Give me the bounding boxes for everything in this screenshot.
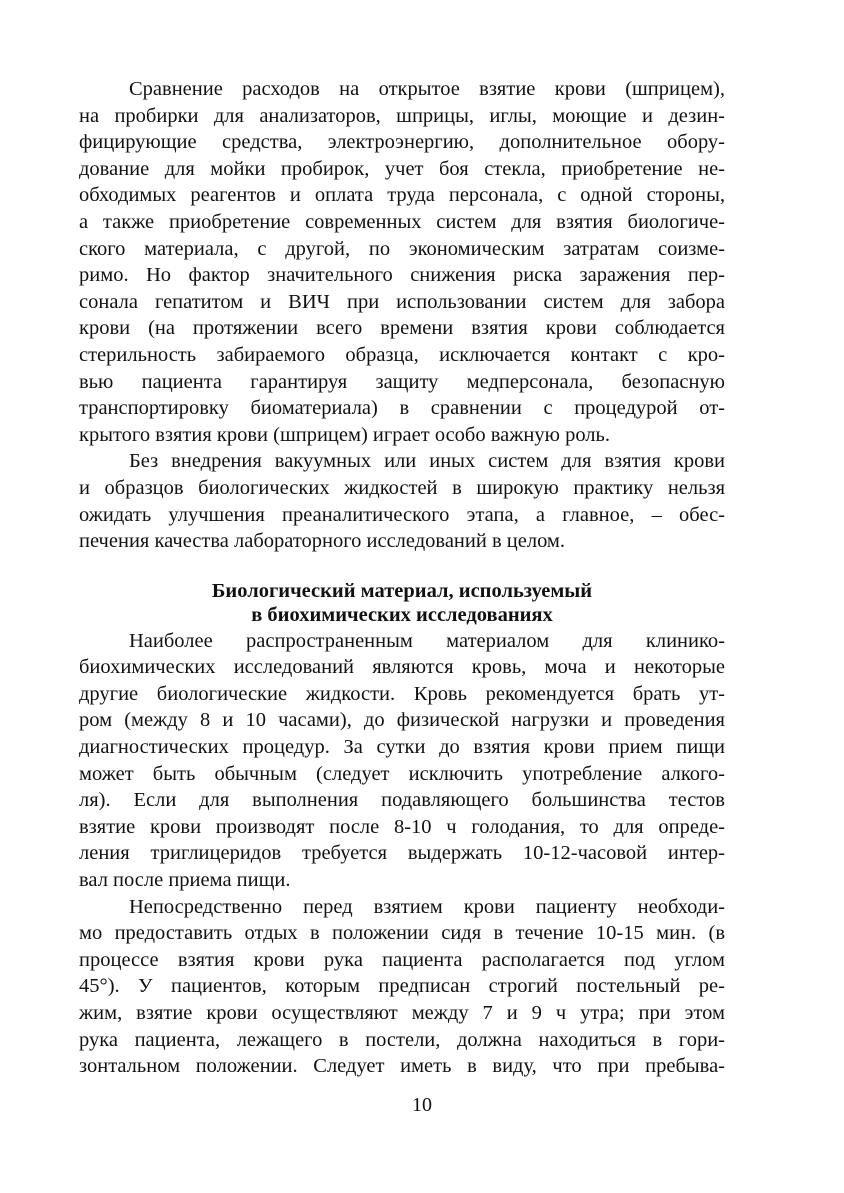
- text-line: процессе взятия крови рука пациента располагается под углом: [79, 948, 725, 971]
- text-line: ром (между 8 и 10 часами), до физической нагрузки и проведения: [79, 709, 725, 732]
- text-line: Непосредственно перед взятием крови пациенту необходи-: [129, 895, 725, 918]
- page-number: 10: [412, 1094, 432, 1116]
- text-line: крови (на протяжении всего времени взятия крови соблюдается: [79, 317, 725, 340]
- text-line: печения качества лабораторного исследований в целом.: [79, 530, 566, 553]
- text-line: ского материала, с другой, по экономическим затратам соизме-: [79, 237, 725, 260]
- paragraph-expenses-comparison: [79, 76, 725, 448]
- text-line: 45°). У пациентов, которым предписан строгий постельный ре-: [79, 975, 725, 998]
- text-line: стерильность забираемого образца, исключается контакт с кро-: [79, 343, 725, 366]
- text-line: ля). Если для выполнения подавляющего большинства тестов: [79, 789, 725, 812]
- text-line: Без внедрения вакуумных или иных систем для взятия крови: [129, 450, 725, 473]
- page-body: [79, 76, 725, 1080]
- text-line: может быть обычным (следует исключить употребление алкого-: [79, 762, 725, 785]
- text-line: на пробирки для анализаторов, шприцы, иглы, моющие и дезин-: [79, 104, 725, 127]
- text-line: Сравнение расходов на открытое взятие крови (шприцем),: [129, 78, 725, 100]
- text-line: транспортировку биоматериала) в сравнении с процедурой от-: [79, 397, 725, 420]
- text-line: фицирующие средства, электроэнергию, дополнительное обору-: [79, 131, 725, 154]
- paragraph-patient-rest: [79, 894, 725, 1080]
- text-line: ления триглицеридов требуется выдержать 10-12-часовой интер-: [79, 842, 725, 865]
- text-line: другие биологические жидкости. Кровь рекомендуется брать ут-: [79, 682, 725, 705]
- text-line: Наиболее распространенным материалом для клинико-: [129, 629, 725, 652]
- text-line: зонтальном положении. Следует иметь в виду, что при пребыва-: [79, 1055, 725, 1078]
- text-line: мо предоставить отдых в положении сидя в течение 10-15 мин. (в: [79, 922, 725, 945]
- text-line: крытого взятия крови (шприцем) играет особо важную роль.: [79, 423, 611, 446]
- text-line: римо. Но фактор значительного снижения риска заражения пер-: [79, 264, 725, 287]
- text-line: биохимических исследований являются кровь, моча и некоторые: [79, 656, 725, 679]
- text-line: дование для мойки пробирок, учет боя стекла, приобретение не-: [79, 157, 725, 180]
- text-line: жим, взятие крови осуществляют между 7 и 9 ч утра; при этом: [79, 1002, 725, 1024]
- text-line: обходимых реагентов и оплата труда персонала, с одной стороны,: [79, 184, 725, 207]
- heading-line: Биологический материал, используемый: [211, 579, 593, 602]
- text-line: взятие крови производят после 8-10 ч голодания, то для опреде-: [79, 815, 725, 838]
- heading-line: в биохимических исследованиях: [251, 604, 553, 627]
- text-line: а также приобретение современных систем для взятия биологиче-: [79, 210, 725, 233]
- section-heading: [79, 579, 725, 628]
- text-line: вал после приема пищи.: [79, 869, 291, 892]
- paragraph-vacuum-systems: [79, 448, 725, 554]
- paragraph-biomaterial: [79, 628, 725, 894]
- text-line: рука пациента, лежащего в постели, должна находиться в гори-: [79, 1028, 725, 1051]
- text-line: вью пациента гарантируя защиту медперсонала, безопасную: [79, 370, 725, 393]
- text-line: диагностических процедур. За сутки до взятия крови прием пищи: [79, 736, 725, 759]
- text-line: ожидать улучшения преаналитического этапа, а главное, – обес-: [79, 503, 725, 526]
- text-line: и образцов биологических жидкостей в широкую практику нельзя: [79, 476, 725, 499]
- text-line: сонала гепатитом и ВИЧ при использовании систем для забора: [79, 290, 725, 313]
